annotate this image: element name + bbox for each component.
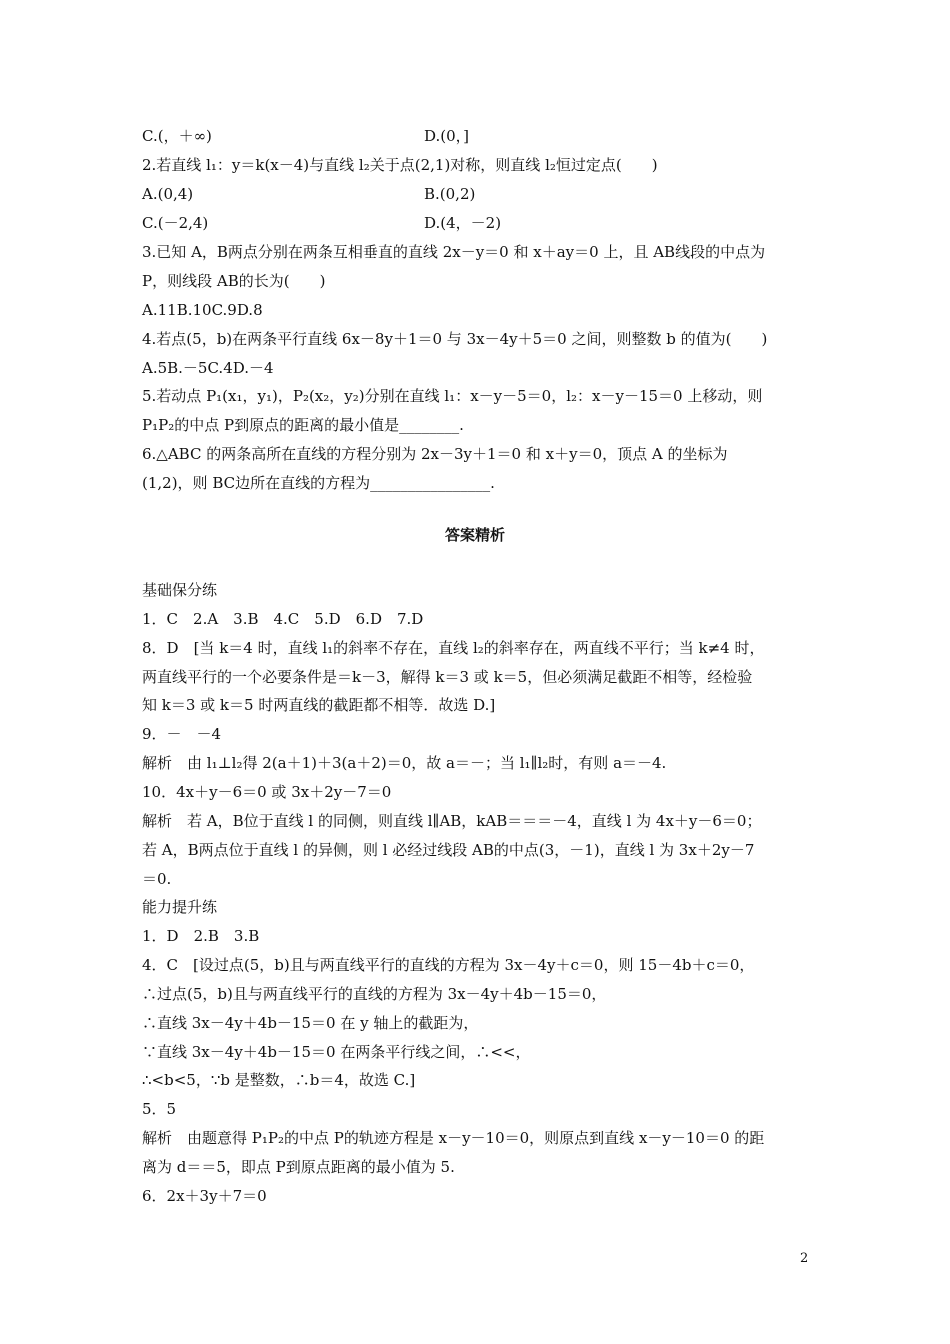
question-5-line-1: 5.若动点 P₁(x₁，y₁)，P₂(x₂，y₂)分别在直线 l₁：x－y－5＝0，l₂：x－y－15＝0 上移动，则 xyxy=(142,387,763,405)
answer-9-analysis: 解析 由 l₁⊥l₂得 2(a＋1)＋3(a＋2)＝0，故 a＝－；当 l₁∥l₂时，有则 a＝－4. xyxy=(142,754,667,772)
page-number: 2 xyxy=(800,1251,809,1266)
answer-10-analysis-line-2: 若 A，B两点位于直线 l 的异侧，则 l 必经过线段 AB的中点(3，－1)，直线 l 为 3x＋2y－7 xyxy=(142,841,755,859)
q4-options: A.5B.－5C.4D.－4 xyxy=(142,359,274,377)
answer-8-line-3: 知 k＝3 或 k＝5 时两直线的截距都不相等．故选 D.] xyxy=(142,696,496,714)
adv-answer-4-line-4: ∵直线 3x－4y＋4b－15＝0 在两条平行线之间，∴<<， xyxy=(142,1043,531,1061)
adv-answer-4-line-5: ∴<b<5，∵b 是整数，∴b＝4，故选 C.] xyxy=(142,1071,416,1089)
question-4: 4.若点(5，b)在两条平行直线 6x－8y＋1＝0 与 3x－4y＋5＝0 之间，则整数 b 的值为( ) xyxy=(142,330,768,348)
option-d-line: D.(0，] xyxy=(424,127,470,145)
question-3-line-1: 3.已知 A，B两点分别在两条互相垂直的直线 2x－y＝0 和 x＋ay＝0 上，且 AB线段的中点为 xyxy=(142,243,766,261)
answer-8-line-1: 8．D [当 k＝4 时，直线 l₁的斜率不存在，直线 l₂的斜率存在，两直线不平行；当 k≠4 时， xyxy=(142,639,765,657)
q2-option-c: C.(－2,4) xyxy=(142,214,209,232)
adv-answer-5-analysis-line-2: 离为 d＝＝5，即点 P到原点距离的最小值为 5. xyxy=(142,1158,455,1176)
adv-answer-4-line-2: ∴过点(5，b)且与两直线平行的直线的方程为 3x－4y＋4b－15＝0， xyxy=(142,985,607,1003)
adv-answer-6: 6．2x＋3y＋7＝0 xyxy=(142,1187,267,1205)
q2-option-a: A.(0,4) xyxy=(142,185,194,203)
q2-option-d: D.(4，－2) xyxy=(424,214,502,232)
question-6-line-1: 6.△ABC 的两条高所在直线的方程分别为 2x－3y＋1＝0 和 x＋y＝0，顶点 A 的坐标为 xyxy=(142,445,728,463)
answer-10-analysis-line-3: ＝0. xyxy=(142,870,172,888)
answer-section-title: 答案精析 xyxy=(444,526,505,544)
question-3-line-2: P，则线段 AB的长为( ) xyxy=(142,272,326,290)
adv-answer-4-line-3: ∴直线 3x－4y＋4b－15＝0 在 y 轴上的截距为， xyxy=(142,1014,479,1032)
answer-1-7: 1．C 2.A 3.B 4.C 5.D 6.D 7.D xyxy=(142,610,424,628)
q3-options: A.11B.10C.9D.8 xyxy=(142,301,263,319)
adv-answer-5: 5．5 xyxy=(142,1100,177,1118)
answer-8-line-2: 两直线平行的一个必要条件是＝k－3，解得 k＝3 或 k＝5，但必须满足截距不相等，经检验 xyxy=(142,668,753,686)
question-5-line-2: P₁P₂的中点 P到原点的距离的最小值是________. xyxy=(142,416,464,434)
question-2: 2.若直线 l₁：y＝k(x－4)与直线 l₂关于点(2,1)对称，则直线 l₂恒过定点( ) xyxy=(142,156,658,174)
q2-option-b: B.(0,2) xyxy=(424,185,476,203)
section-basic: 基础保分练 xyxy=(142,581,218,599)
answer-10-analysis-line-1: 解析 若 A，B位于直线 l 的同侧，则直线 l∥AB，kAB＝＝＝－4，直线 l 为 4x＋y－6＝0； xyxy=(142,812,762,830)
adv-answer-5-analysis-line-1: 解析 由题意得 P₁P₂的中点 P的轨迹方程是 x－y－10＝0，则原点到直线 x－y－10＝0 的距 xyxy=(142,1129,765,1147)
adv-answer-1-3: 1．D 2.B 3.B xyxy=(142,927,260,945)
option-c-line: C.(，＋∞) xyxy=(142,127,212,145)
section-advanced: 能力提升练 xyxy=(142,898,218,916)
answer-9: 9．－ －4 xyxy=(142,725,222,743)
question-6-line-2: (1,2)，则 BC边所在直线的方程为________________. xyxy=(142,474,495,492)
answer-10: 10．4x＋y－6＝0 或 3x＋2y－7＝0 xyxy=(142,783,392,801)
adv-answer-4-line-1: 4．C [设过点(5，b)且与两直线平行的直线的方程为 3x－4y＋c＝0，则 15－4b＋c＝0， xyxy=(142,956,755,974)
